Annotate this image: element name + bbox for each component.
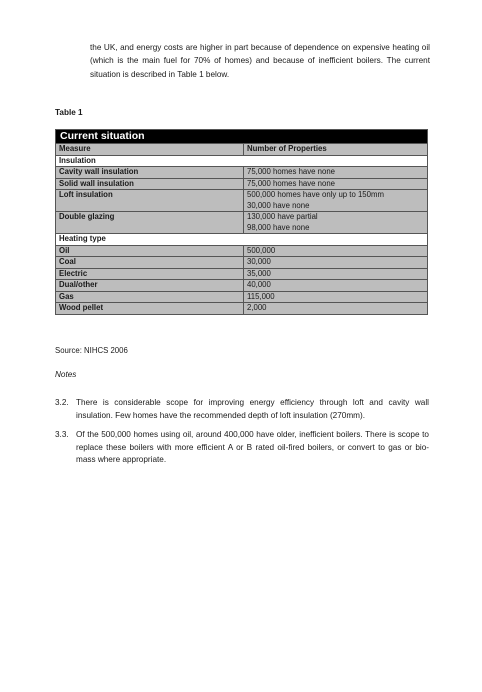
value-cell: [244, 167, 428, 179]
value-line: 500,000: [247, 245, 276, 255]
measure-cell: Wood pellet: [56, 303, 244, 315]
value-line: 98,000 have none: [247, 222, 310, 232]
section-heading-row: [56, 155, 428, 167]
measure-cell: Cavity wall insulation: [56, 167, 244, 179]
note-number: 3.3.: [55, 430, 69, 439]
section-heading: Heating type: [56, 234, 428, 246]
note-item: [55, 429, 429, 467]
note-text: There is considerable scope for improving energy efficiency through loft and cavity wall insulation. Few homes have the recommended depth of loft insulation (270mm).: [76, 398, 429, 420]
measure-cell: Coal: [56, 257, 244, 269]
note-item: [55, 397, 429, 422]
table-row: [56, 303, 428, 315]
table-row: [56, 257, 428, 269]
value-cell: [244, 291, 428, 303]
measure-cell: Oil: [56, 245, 244, 257]
value-cell: [244, 280, 428, 292]
table-row: [56, 268, 428, 280]
intro-paragraph: the UK, and energy costs are higher in part because of dependence on expensive heating oil (which is the main fuel for 70% of homes) and because of inefficient boilers. The current situation is described in Table 1 below.: [90, 43, 430, 79]
table-header-row: [56, 144, 428, 156]
table-row: [56, 291, 428, 303]
value-line: 40,000: [247, 280, 271, 289]
value-cell: [244, 268, 428, 280]
measure-cell: Double glazing: [56, 212, 244, 234]
value-line: 75,000 homes have none: [247, 178, 336, 188]
value-cell: [244, 178, 428, 190]
table-label: Table 1: [55, 108, 83, 117]
value-line: 30,000 have none: [247, 200, 310, 210]
value-cell: [244, 190, 428, 212]
value-line: 30,000: [247, 257, 271, 266]
value-line: 130,000 have partial: [247, 212, 318, 221]
value-cell: [244, 257, 428, 269]
value-cell: [244, 212, 428, 234]
source-note: Source: NIHCS 2006: [55, 346, 128, 355]
column-header-number: Number of Properties: [244, 144, 428, 156]
table-row: [56, 280, 428, 292]
measure-cell: Dual/other: [56, 280, 244, 292]
value-line: 75,000 homes have none: [247, 167, 336, 176]
current-situation-table: [55, 129, 428, 315]
table-title: Current situation: [56, 130, 428, 144]
note-number: 3.2.: [55, 398, 69, 407]
value-cell: [244, 303, 428, 315]
notes-heading: Notes: [55, 370, 77, 379]
table-row: [56, 212, 428, 234]
value-cell: [244, 245, 428, 257]
table-row: [56, 190, 428, 212]
value-line: 115,000: [247, 291, 275, 301]
measure-cell: Solid wall insulation: [56, 178, 244, 190]
value-line: 2,000: [247, 303, 267, 312]
table-row: [56, 178, 428, 190]
column-header-measure: Measure: [56, 144, 244, 156]
table-row: [56, 245, 428, 257]
value-line: 500,000 homes have only up to 150mm: [247, 190, 384, 199]
table-row: [56, 167, 428, 179]
section-heading: Insulation: [56, 155, 428, 167]
note-text: Of the 500,000 homes using oil, around 400,000 have older, inefficient boilers. There is scope to replace these boilers with more efficient A or B rated oil-fired boilers, or convert to gas or bio-mass where appropriate.: [76, 430, 429, 464]
measure-cell: Electric: [56, 268, 244, 280]
measure-cell: Gas: [56, 291, 244, 303]
measure-cell: Loft insulation: [56, 190, 244, 212]
value-line: 35,000: [247, 268, 271, 278]
section-heading-row: [56, 234, 428, 246]
